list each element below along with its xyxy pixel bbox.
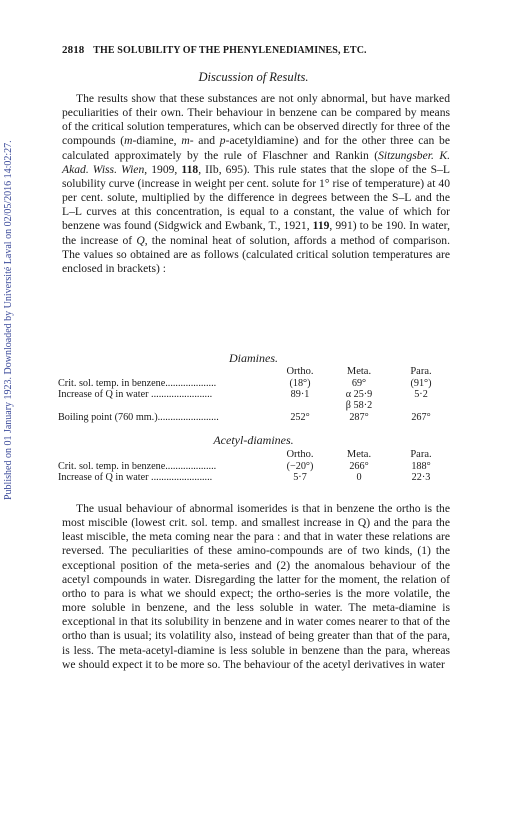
paragraph-1-segment: 118 — [181, 162, 199, 176]
paragraph-results — [62, 92, 450, 276]
cell: β 58·2 — [345, 400, 373, 411]
paragraph-1-segment: , 1909, — [144, 162, 182, 176]
cell: 267° — [411, 412, 431, 423]
paragraph-1-segment: m — [124, 134, 133, 148]
col-ortho: Ortho. — [286, 366, 314, 377]
download-notice: Published on 01 January 1923. Downloaded by Université Laval on 02/05/2016 14:02:27. — [3, 140, 14, 500]
paragraph-1-segment: -diamine, — [132, 134, 182, 148]
col-para: Para. — [410, 366, 432, 377]
cell: 0 — [356, 472, 362, 483]
col-para: Para. — [410, 449, 432, 460]
diamines-column-headers — [58, 366, 458, 378]
paragraph-1-segment: , 991) to be 190. In water, the increase of — [62, 219, 450, 247]
paragraph-1-segment: The results show that these substances are not only abnormal, but have marked peculiarities of their own. Their behaviour in benzene can be compared by means of the critical solution temperatures, which can be observed directly for three of the compounds ( — [62, 92, 450, 148]
col-meta: Meta. — [346, 449, 372, 460]
cell: 69° — [351, 378, 367, 389]
row-label: Crit. sol. temp. in benzene.................... — [58, 378, 217, 389]
cell: (−20°) — [286, 461, 314, 472]
row-label: Increase of Q in water ........................ — [58, 389, 213, 400]
paragraph-1-segment: , the nominal heat of solution, affords a method of comparison. The values so obtained are as follows (calculated critical solution temperatures are enclosed in brackets) : — [62, 233, 450, 275]
table-row — [58, 472, 458, 484]
cell: 188° — [411, 461, 431, 472]
table-row — [58, 400, 458, 412]
cell: α 25·9 — [345, 389, 373, 400]
paragraph-1-segment: Sitzungsber. K. Akad. Wiss. Wien — [62, 148, 450, 176]
cell: 89·1 — [290, 389, 310, 400]
cell: 287° — [349, 412, 369, 423]
paragraph-1-text — [62, 92, 450, 276]
running-title: THE SOLUBILITY OF THE PHENYLENEDIAMINES, ETC. — [93, 45, 367, 56]
paragraph-1-segment: Q — [136, 233, 145, 247]
cell: 5·2 — [414, 389, 428, 400]
cell: (91°) — [410, 378, 432, 389]
col-ortho: Ortho. — [286, 449, 314, 460]
section-title: Discussion of Results. — [198, 70, 309, 84]
table-row — [58, 412, 458, 424]
paragraph-1-segment: 119 — [312, 219, 330, 233]
acetyl-column-headers — [58, 449, 458, 461]
cell: 5·7 — [293, 472, 307, 483]
diamines-table-heading: Diamines. — [229, 351, 278, 365]
running-header — [62, 44, 450, 56]
paragraph-discussion — [62, 502, 450, 672]
paragraph-1-segment: , IIb, 695). This rule states that the slope of the S–L solubility curve (increase in weight per cent. solute for 1° rise of temperature) at 40 per cent. solute, multiplied by the difference in degrees between the S–L and the L–L curves at this concentration, is equal to a constant, the value of which for benzene was found (Sidgwick and Ewbank, T., 1921, — [62, 162, 451, 233]
acetyl-table-heading: Acetyl-diamines. — [213, 433, 294, 447]
page-number: 2818 — [62, 44, 85, 56]
paragraph-2-text: The usual behaviour of abnormal isomerides is that in benzene the ortho is the most miscible (lowest crit. sol. temp. and smallest increase in Q) and the para the least miscible, the meta coming near the para : and that in water these relations are reversed. The peculiarities of these amino-compounds are of two kinds, (1) the exceptional position of the meta-series and (2) the anomalous behaviour of the acetyl compounds in water. Disregarding the latter for the moment, the relation of ortho to para is what we should expect; the ortho-series is the more volatile, the more soluble in benzene, and the less soluble in water. The meta-diamine is exceptional in that its solubility in benzene and in water comes nearer to that of the ortho than is usual; its volatility also, instead of being greater than that of the para, is less. The meta-acetyl-diamine is less soluble in benzene than the para, whereas we should expect it to be more so. The behaviour of the acetyl derivatives in water — [62, 502, 450, 671]
paragraph-1-segment: -acetyldiamine) and for the other three can be calculated approximately by the rule of Flaschner and Rankin ( — [62, 134, 450, 162]
cell: 22·3 — [411, 472, 431, 483]
paragraph-1-segment: m — [181, 134, 190, 148]
row-label: Increase of Q in water ........................ — [58, 472, 213, 483]
row-label: Crit. sol. temp. in benzene.................... — [58, 461, 217, 472]
paragraph-1-segment: - and — [189, 134, 220, 148]
paragraph-1-segment: p — [219, 134, 226, 148]
cell: 266° — [349, 461, 369, 472]
col-meta: Meta. — [346, 366, 372, 377]
cell: (18°) — [289, 378, 311, 389]
row-label: Boiling point (760 mm.)........................ — [58, 412, 219, 423]
cell: 252° — [290, 412, 310, 423]
